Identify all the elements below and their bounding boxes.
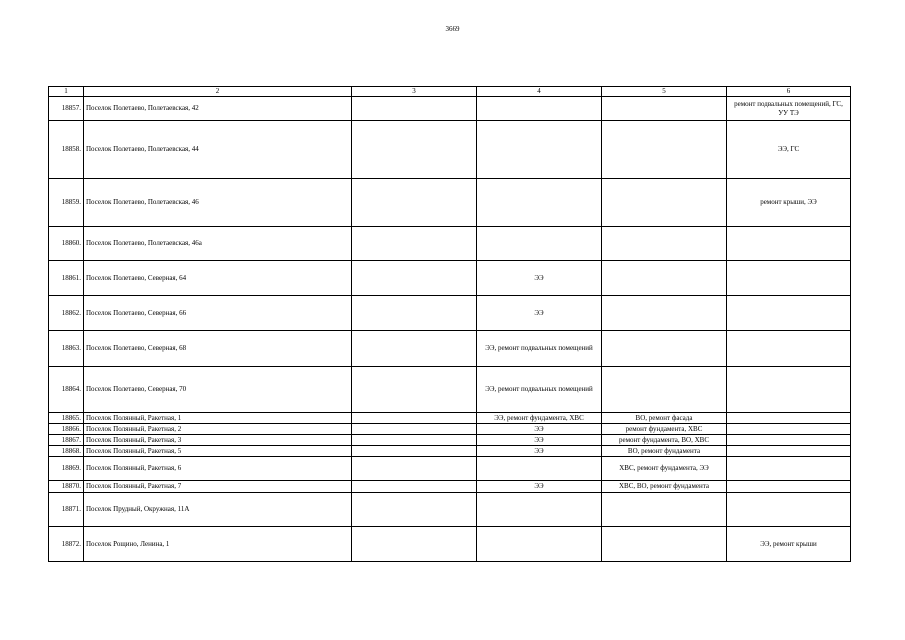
cell-col4: ЭЭ bbox=[477, 435, 602, 446]
table-row bbox=[49, 179, 851, 227]
row-address: Поселок Полетаево, Северная, 66 bbox=[84, 296, 352, 331]
cell-col3 bbox=[352, 227, 477, 261]
cell-col3 bbox=[352, 261, 477, 296]
row-address: Поселок Полянный, Ракетная, 7 bbox=[84, 481, 352, 493]
table-row bbox=[49, 227, 851, 261]
cell-col5 bbox=[602, 261, 727, 296]
cell-col6 bbox=[727, 457, 851, 481]
row-address: Поселок Рощино, Ленина, 1 bbox=[84, 527, 352, 562]
cell-col4 bbox=[477, 493, 602, 527]
cell-col5: ХВС, ВО, ремонт фундамента bbox=[602, 481, 727, 493]
column-header: 6 bbox=[727, 87, 851, 97]
cell-col3 bbox=[352, 331, 477, 367]
row-number: 18867. bbox=[49, 435, 84, 446]
cell-col6: ЭЭ, ремонт крыши bbox=[727, 527, 851, 562]
table-row bbox=[49, 481, 851, 493]
table-row bbox=[49, 446, 851, 457]
cell-col3 bbox=[352, 179, 477, 227]
table-row bbox=[49, 261, 851, 296]
cell-col3 bbox=[352, 97, 477, 121]
cell-col6 bbox=[727, 413, 851, 424]
cell-col6 bbox=[727, 296, 851, 331]
table-row bbox=[49, 435, 851, 446]
row-number: 18870. bbox=[49, 481, 84, 493]
cell-col3 bbox=[352, 457, 477, 481]
row-number: 18866. bbox=[49, 424, 84, 435]
header-row bbox=[49, 87, 851, 97]
cell-col5 bbox=[602, 296, 727, 331]
cell-col6: ремонт подвальных помещений, ГС, УУ ТЭ bbox=[727, 97, 851, 121]
row-number: 18864. bbox=[49, 367, 84, 413]
cell-col3 bbox=[352, 367, 477, 413]
cell-col5: ВО, ремонт фундамента bbox=[602, 446, 727, 457]
row-number: 18868. bbox=[49, 446, 84, 457]
row-number: 18857. bbox=[49, 97, 84, 121]
cell-col4 bbox=[477, 457, 602, 481]
row-address: Поселок Полетаево, Полетаевская, 44 bbox=[84, 121, 352, 179]
cell-col3 bbox=[352, 424, 477, 435]
row-address: Поселок Полянный, Ракетная, 5 bbox=[84, 446, 352, 457]
row-number: 18865. bbox=[49, 413, 84, 424]
cell-col4: ЭЭ bbox=[477, 424, 602, 435]
cell-col5 bbox=[602, 179, 727, 227]
cell-col4 bbox=[477, 121, 602, 179]
table-row bbox=[49, 424, 851, 435]
cell-col4 bbox=[477, 97, 602, 121]
cell-col6 bbox=[727, 435, 851, 446]
cell-col4 bbox=[477, 527, 602, 562]
row-number: 18860. bbox=[49, 227, 84, 261]
cell-col3 bbox=[352, 446, 477, 457]
cell-col5 bbox=[602, 97, 727, 121]
cell-col5: ремонт фундамента, ХВС bbox=[602, 424, 727, 435]
row-address: Поселок Прудный, Окружная, 11А bbox=[84, 493, 352, 527]
cell-col6: ремонт крыши, ЭЭ bbox=[727, 179, 851, 227]
row-number: 18869. bbox=[49, 457, 84, 481]
row-address: Поселок Полетаево, Полетаевская, 46 bbox=[84, 179, 352, 227]
column-header: 2 bbox=[84, 87, 352, 97]
row-address: Поселок Полетаево, Полетаевская, 42 bbox=[84, 97, 352, 121]
row-address: Поселок Полетаево, Северная, 64 bbox=[84, 261, 352, 296]
column-header: 1 bbox=[49, 87, 84, 97]
column-header: 5 bbox=[602, 87, 727, 97]
cell-col3 bbox=[352, 435, 477, 446]
cell-col4: ЭЭ, ремонт подвальных помещений bbox=[477, 331, 602, 367]
cell-col5: ВО, ремонт фасада bbox=[602, 413, 727, 424]
row-address: Поселок Полянный, Ракетная, 1 bbox=[84, 413, 352, 424]
cell-col3 bbox=[352, 121, 477, 179]
cell-col3 bbox=[352, 481, 477, 493]
cell-col5 bbox=[602, 121, 727, 179]
table-row bbox=[49, 457, 851, 481]
cell-col4: ЭЭ bbox=[477, 261, 602, 296]
cell-col4 bbox=[477, 227, 602, 261]
table-row bbox=[49, 331, 851, 367]
cell-col5 bbox=[602, 367, 727, 413]
cell-col3 bbox=[352, 413, 477, 424]
cell-col3 bbox=[352, 527, 477, 562]
row-number: 18861. bbox=[49, 261, 84, 296]
table-row bbox=[49, 121, 851, 179]
cell-col5 bbox=[602, 527, 727, 562]
table-row bbox=[49, 97, 851, 121]
cell-col5: ремонт фундамента, ВО, ХВС bbox=[602, 435, 727, 446]
repair-register-table bbox=[48, 86, 851, 562]
column-header: 3 bbox=[352, 87, 477, 97]
row-address: Поселок Полянный, Ракетная, 6 bbox=[84, 457, 352, 481]
row-number: 18863. bbox=[49, 331, 84, 367]
row-address: Поселок Полетаево, Северная, 68 bbox=[84, 331, 352, 367]
cell-col5 bbox=[602, 493, 727, 527]
cell-col4: ЭЭ bbox=[477, 446, 602, 457]
row-address: Поселок Полянный, Ракетная, 2 bbox=[84, 424, 352, 435]
table-row bbox=[49, 296, 851, 331]
cell-col6 bbox=[727, 493, 851, 527]
cell-col4: ЭЭ, ремонт фундамента, ХВС bbox=[477, 413, 602, 424]
cell-col3 bbox=[352, 493, 477, 527]
cell-col6 bbox=[727, 261, 851, 296]
cell-col6: ЭЭ, ГС bbox=[727, 121, 851, 179]
row-number: 18862. bbox=[49, 296, 84, 331]
table-row bbox=[49, 413, 851, 424]
row-number: 18872. bbox=[49, 527, 84, 562]
cell-col5: ХВС, ремонт фундамента, ЭЭ bbox=[602, 457, 727, 481]
table-row bbox=[49, 493, 851, 527]
cell-col6 bbox=[727, 331, 851, 367]
column-header: 4 bbox=[477, 87, 602, 97]
cell-col4 bbox=[477, 179, 602, 227]
cell-col4: ЭЭ bbox=[477, 296, 602, 331]
cell-col6 bbox=[727, 227, 851, 261]
cell-col5 bbox=[602, 227, 727, 261]
table-row bbox=[49, 527, 851, 562]
cell-col6 bbox=[727, 446, 851, 457]
row-number: 18859. bbox=[49, 179, 84, 227]
row-address: Поселок Полетаево, Северная, 70 bbox=[84, 367, 352, 413]
cell-col6 bbox=[727, 481, 851, 493]
cell-col6 bbox=[727, 367, 851, 413]
table-row bbox=[49, 367, 851, 413]
row-address: Поселок Полянный, Ракетная, 3 bbox=[84, 435, 352, 446]
page-number: 3669 bbox=[445, 25, 460, 33]
cell-col5 bbox=[602, 331, 727, 367]
cell-col4: ЭЭ, ремонт подвальных помещений bbox=[477, 367, 602, 413]
row-number: 18871. bbox=[49, 493, 84, 527]
cell-col3 bbox=[352, 296, 477, 331]
row-address: Поселок Полетаево, Полетаевская, 46а bbox=[84, 227, 352, 261]
row-number: 18858. bbox=[49, 121, 84, 179]
cell-col4: ЭЭ bbox=[477, 481, 602, 493]
cell-col6 bbox=[727, 424, 851, 435]
